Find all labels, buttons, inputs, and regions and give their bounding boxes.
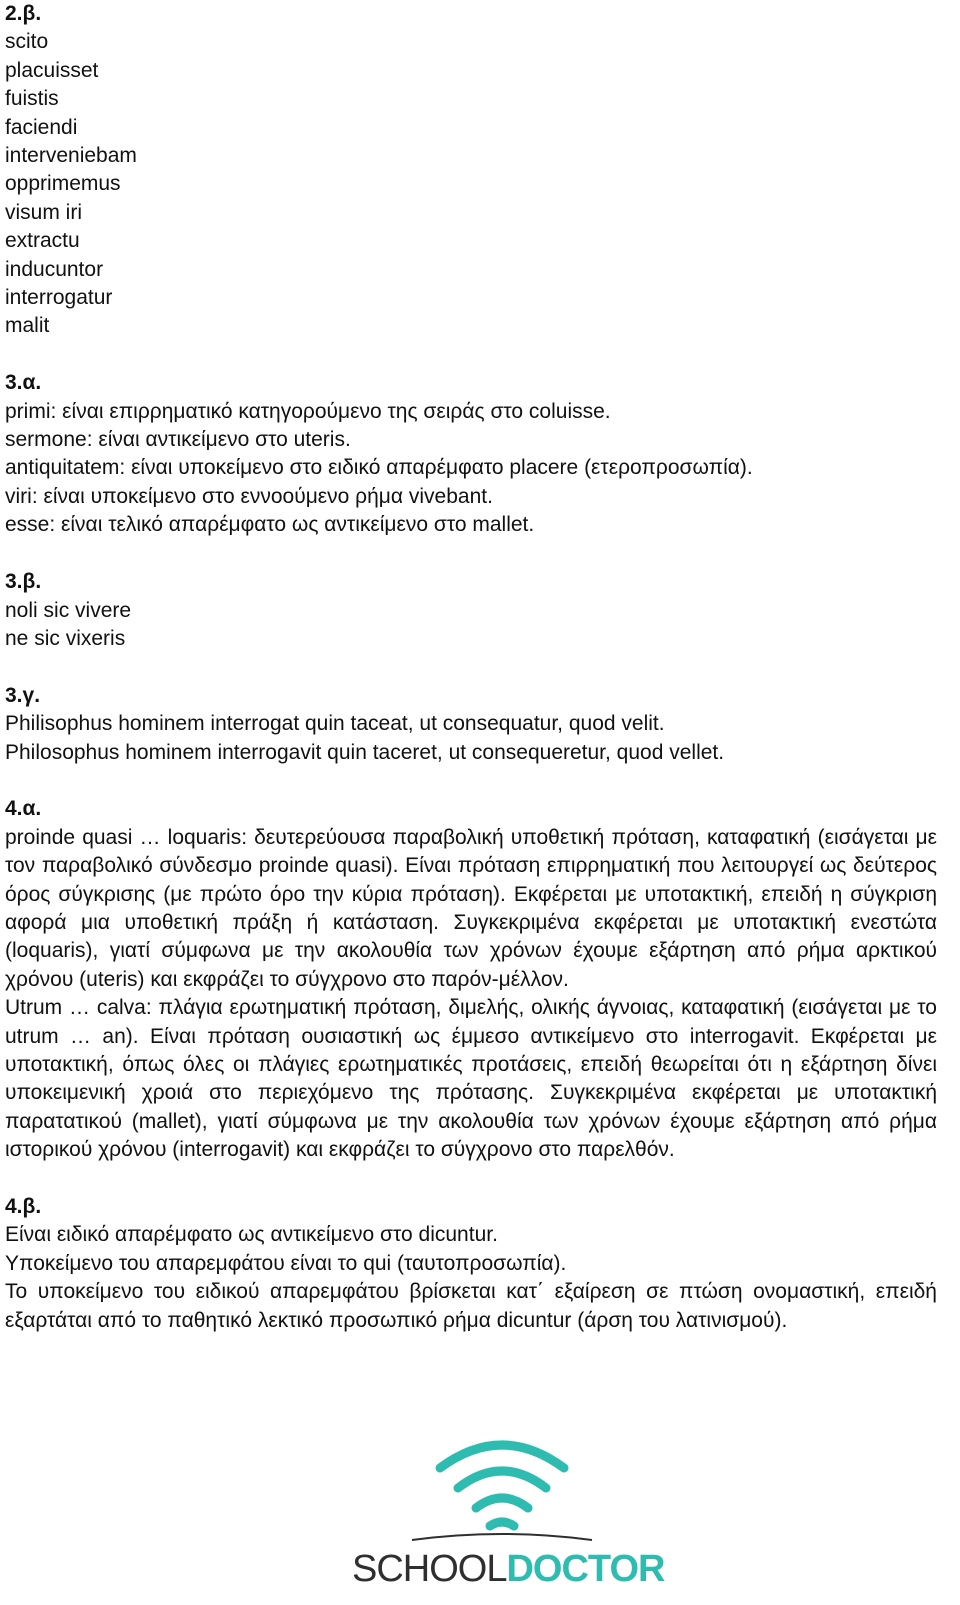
- answer-line: esse: είναι τελικό απαρέμφατο ως αντικείμενο στο mallet.: [5, 513, 535, 537]
- answer-line: Philosophus hominem interrogavit quin taceret, ut consequeretur, quod vellet.: [5, 740, 725, 764]
- answer-line: placuisset: [5, 58, 99, 82]
- logo-part-school: SCHOOL: [352, 1548, 507, 1590]
- answer-line: antiquitatem: είναι υποκείμενο στο ειδικό απαρέμφατο placere (ετεροπροσωπία).: [5, 456, 753, 480]
- answer-line: primi: είναι επιρρηματικό κατηγορούμενο της σειράς στο coluisse.: [5, 399, 611, 423]
- answer-line: malit: [5, 314, 50, 338]
- section-heading-3c: 3.γ.: [5, 683, 41, 707]
- section-heading-4a: 4.α.: [5, 797, 42, 821]
- answer-line: scito: [5, 30, 49, 54]
- analysis-paragraph: Το υποκείμενο του ειδικού απαρεμφάτου βρίσκεται κατ΄ εξαίρεση σε πτώση ονομαστική, επειδή εξαρτάται από το παθητικό λεκτικό προσωπικό ρήμα dicuntur (άρση του λατινισμού).: [5, 1280, 937, 1332]
- answer-line: inducuntor: [5, 257, 104, 281]
- section-heading-3a: 3.α.: [5, 371, 42, 395]
- answer-line: sermone: είναι αντικείμενο στο uteris.: [5, 428, 351, 452]
- wifi-arcs-icon: [352, 1428, 652, 1548]
- answer-line: interrogatur: [5, 286, 113, 310]
- spacer: [5, 540, 937, 568]
- answer-line: interveniebam: [5, 144, 137, 168]
- spacer: [5, 1165, 937, 1193]
- section-heading-2b: 2.β.: [5, 2, 42, 25]
- answer-line: Philisophus hominem interrogat quin taceat, ut consequatur, quod velit.: [5, 712, 665, 736]
- spacer: [5, 341, 937, 369]
- answer-line: faciendi: [5, 115, 78, 139]
- answer-line: noli sic vivere: [5, 598, 132, 622]
- answer-line: extractu: [5, 229, 80, 253]
- answer-line: viri: είναι υποκείμενο στο εννοούμενο ρήμα vivebant.: [5, 484, 493, 508]
- answer-line: ne sic vixeris: [5, 626, 126, 650]
- spacer: [5, 653, 937, 681]
- answer-line: opprimemus: [5, 172, 121, 196]
- logo-wordmark: [352, 1548, 665, 1591]
- spacer: [5, 767, 937, 795]
- section-heading-3b: 3.β.: [5, 570, 42, 594]
- answer-line: Είναι ειδικό απαρέμφατο ως αντικείμενο στο dicuntur.: [5, 1223, 498, 1247]
- answer-line: visum iri: [5, 200, 82, 224]
- answer-line: fuistis: [5, 87, 59, 111]
- logo-part-doctor: DOCTOR: [506, 1548, 665, 1590]
- schooldoctor-logo: [352, 1428, 665, 1600]
- analysis-paragraph: proinde quasi … loquaris: δευτερεύουσα παραβολική υποθετική πρόταση, καταφατική (εισάγεται με τον παραβολικό σύνδεσμο proinde quasi). Είναι πρόταση επιρρηματική που λειτουργεί ως δεύτερος όρος σύγκρισης (με πρώτο όρο την κύρια πρόταση). Εκφέρεται με υποτακτική, επειδή η σύγκριση αφορά μια υποθετική πράξη ή κατάσταση. Συγκεκριμένα εκφέρεται με υποτακτική ενεστώτα (loquaris), γιατί σύμφωνα με την ακολουθία των χρόνων έχουμε εξάρτηση από ρήμα αρκτικού χρόνου (uteris) και εκφράζει το σύγχρονο στο παρόν-μέλλον.: [5, 825, 937, 991]
- analysis-paragraph: Utrum … calva: πλάγια ερωτηματική πρόταση, διμελής, ολικής άγνοιας, καταφατική (εισάγεται με το utrum … an). Είναι πρόταση ουσιαστική ως έμμεσο αντικείμενο στο interrogavit. Εκφέρεται με υποτακτική, όπως όλες οι πλάγιες ερωτηματικές προτάσεις, επειδή θεωρείται ότι η εξάρτηση δίνει υποκειμενική χροιά στο περιεχόμενο της πρότασης. Συγκεκριμένα εκφέρεται με υποτακτική παρατατικού (mallet), γιατί σύμφωνα με την ακολουθία των χρόνων έχουμε εξάρτηση από ρήμα ιστορικού χρόνου (interrogavit) και εκφράζει το σύγχρονο στο παρελθόν.: [5, 996, 937, 1162]
- document-page: [5, 0, 937, 1335]
- answer-line: Υποκείμενο του απαρεμφάτου είναι το qui (ταυτοπροσωπία).: [5, 1251, 567, 1275]
- section-heading-4b: 4.β.: [5, 1194, 42, 1218]
